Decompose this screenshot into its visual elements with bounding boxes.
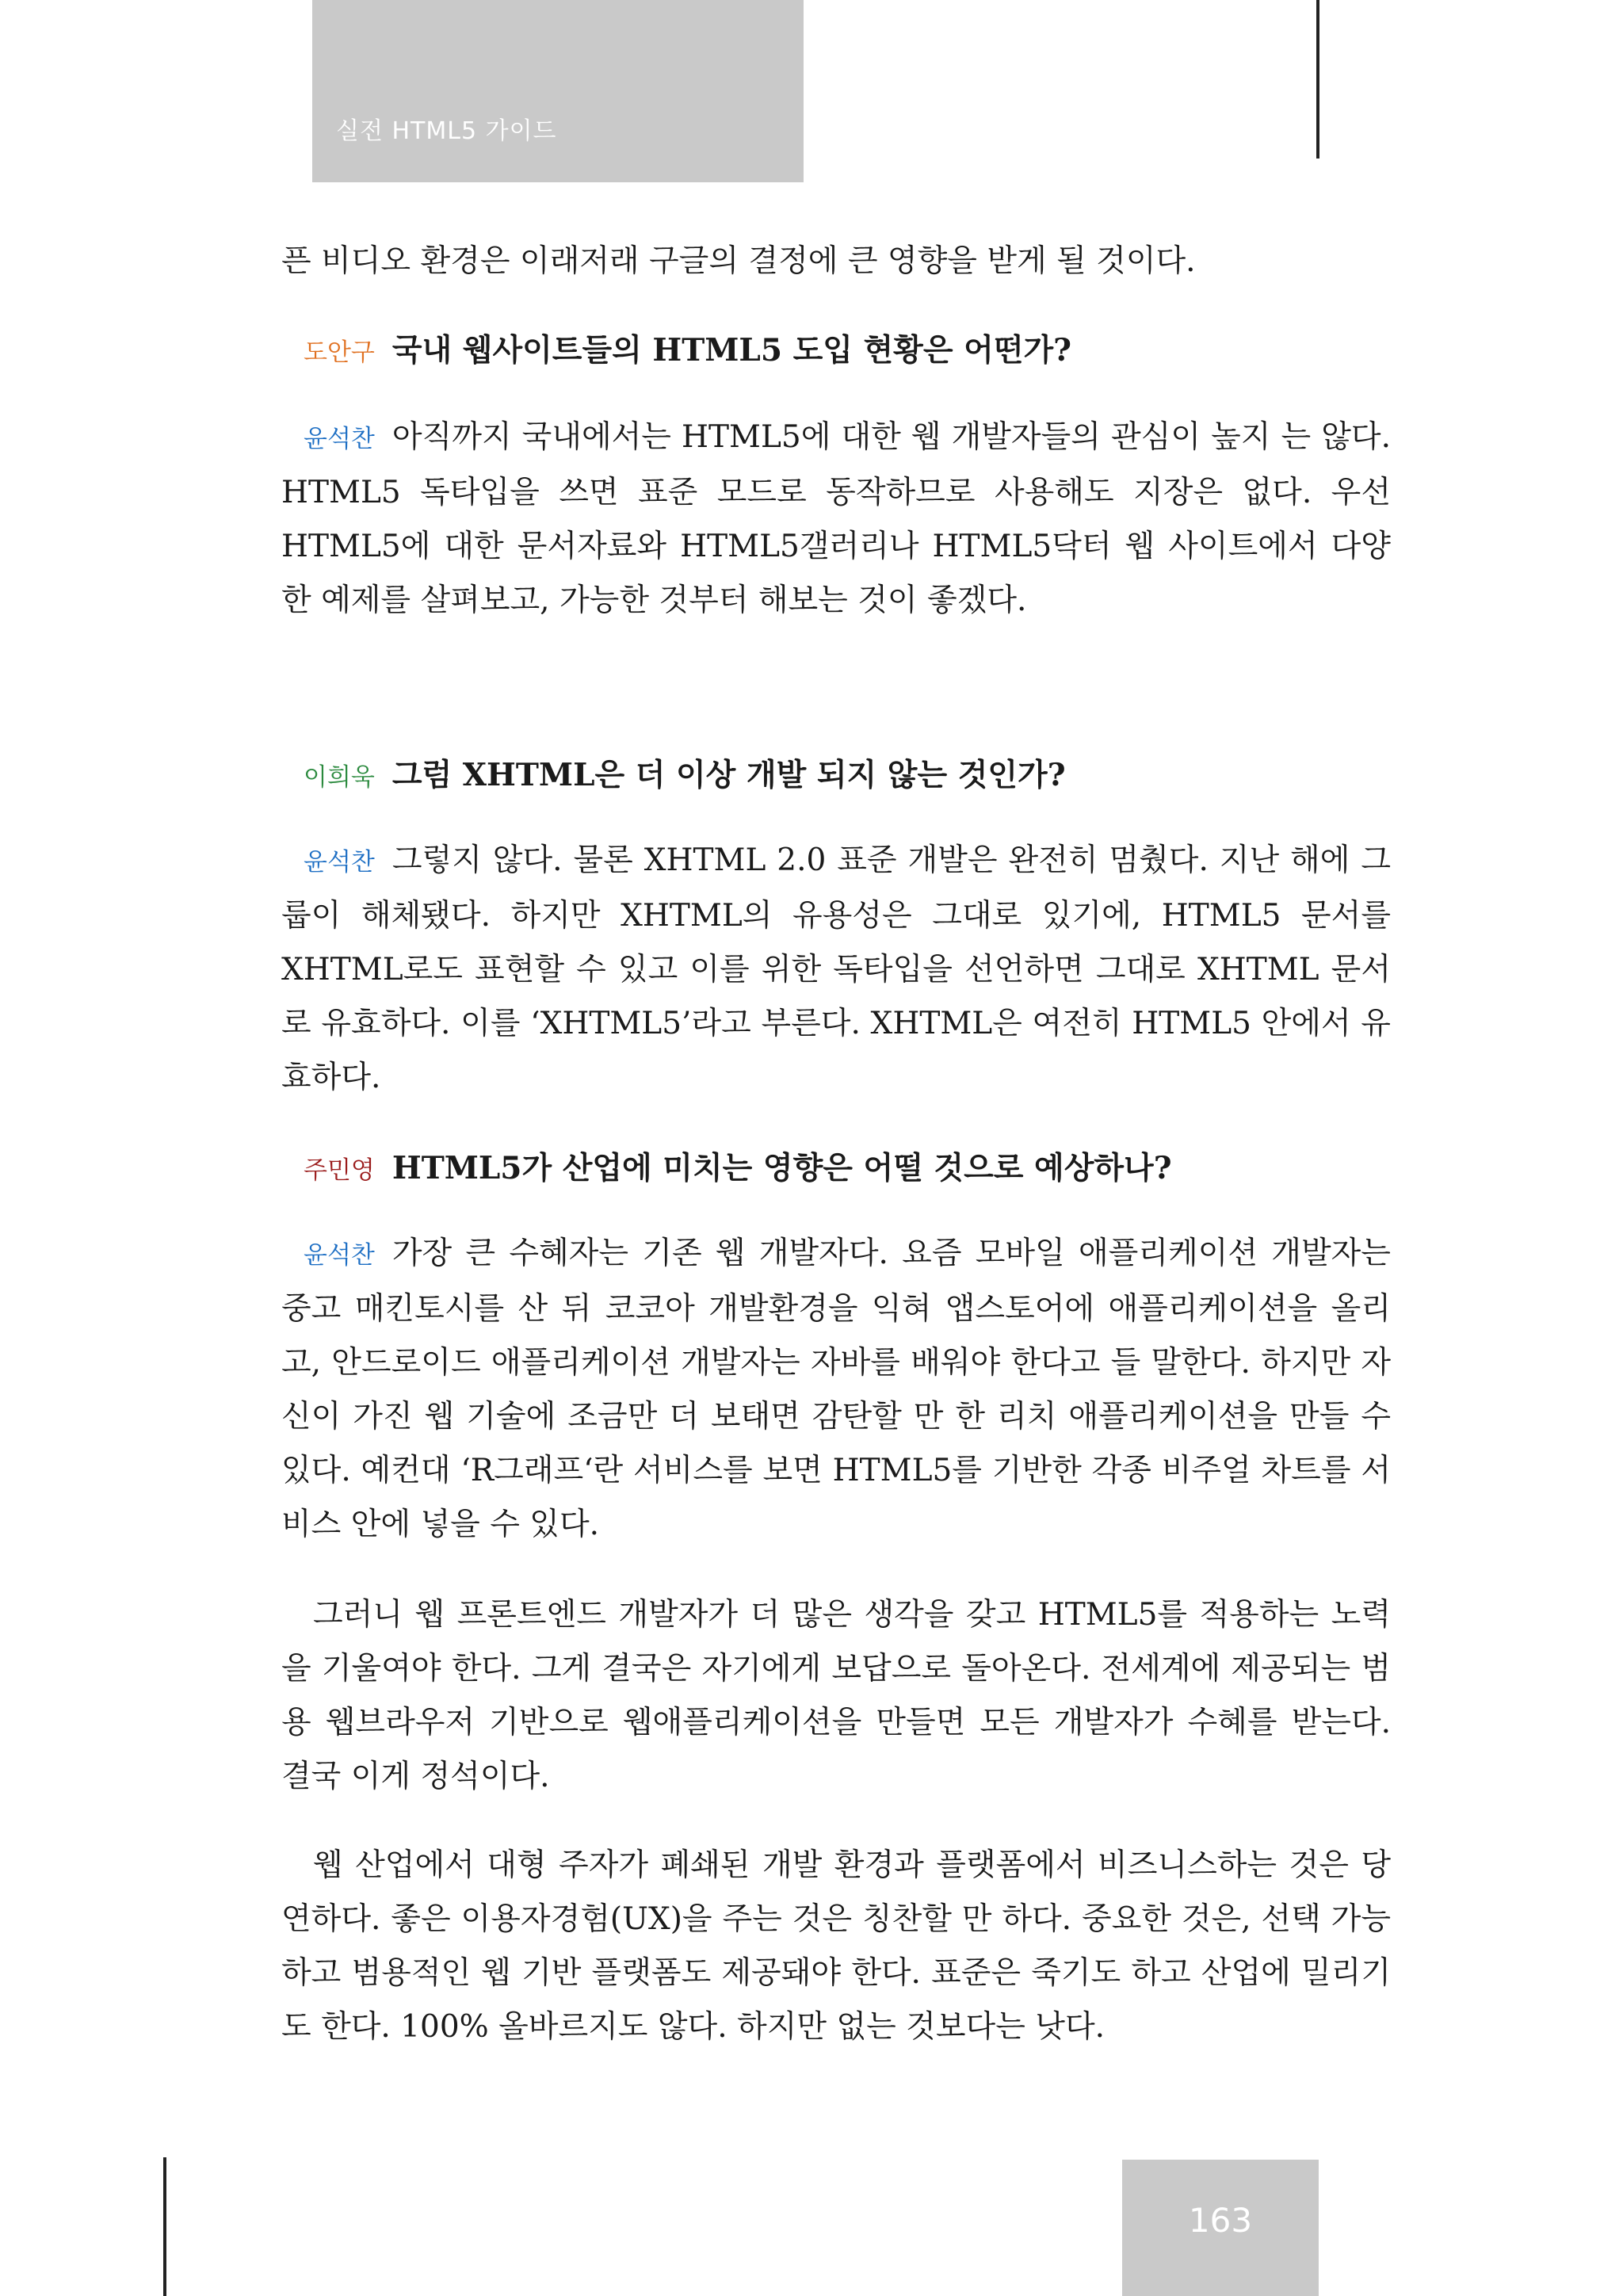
- answer-1: [281, 411, 1391, 628]
- paragraph: 그러니 웹 프론트엔드 개발자가 더 많은 생각을 갖고 HTML5를 적용하는 노력을 기울여야 한다. 그게 결국은 자기에게 보답으로 돌아온다. 전세계에 제공되는 범용 웹브라우저 기반으로 웹애플리케이션을 만들면 모든 개발자가 수혜를 받는다. 결국 이게 정석이다.: [281, 1597, 1391, 1794]
- question-2: [304, 748, 1389, 804]
- speaker-label: 윤석찬: [304, 1241, 375, 1270]
- speaker-label: 도안구: [304, 338, 375, 367]
- paragraph: 웹 산업에서 대형 주자가 폐쇄된 개발 환경과 플랫폼에서 비즈니스하는 것은 당연하다. 좋은 이용자경험(UX)을 주는 것은 칭찬할 만 하다. 중요한 것은, 선택 가능하고 범용적인 웹 기반 플랫폼도 제공돼야 한다. 표준은 죽기도 하고 산업에 밀리기도 한다. 100% 올바르지도 않다. 하지만 없는 것보다는 낫다.: [281, 1847, 1391, 2045]
- question-text: 국내 웹사이트들의 HTML5 도입 현황은 어떤가?: [391, 332, 1071, 369]
- question-3: [304, 1141, 1389, 1198]
- page-number-tab: [1122, 2160, 1319, 2296]
- question-1: [304, 323, 1389, 380]
- top-margin-rule: [1316, 0, 1319, 159]
- answer-3: [281, 1227, 1391, 1552]
- answer-text: 그렇지 않다. 물론 XHTML 2.0 표준 개발은 완전히 멈췄다. 지난 해에 그룹이 해체됐다. 하지만 XHTML의 유용성은 그대로 있기에, HTML5 문서를 XHTML로도 표현할 수 있고 이를 위한 독타입을 선언하면 그대로 XHTML 문서로 유효하다. 이를 ‘XHTML5’라고 부른다. XHTML은 여전히 HTML5 안에서 유효하다.: [281, 842, 1391, 1095]
- answer-text: 가장 큰 수혜자는 기존 웹 개발자다. 요즘 모바일 애플리케이션 개발자는 중고 매킨토시를 산 뒤 코코아 개발환경을 익혀 앱스토어에 애플리케이션을 올리고, 안드로이드 애플리케이션 개발자는 자바를 배워야 한다고 들 말한다. 하지만 자신이 가진 웹 기술에 조금만 더 보태면 감탄할 만 한 리치 애플리케이션을 만들 수 있다. 예컨대 ‘R그래프‘란 서비스를 보면 HTML5를 기반한 각종 비주얼 차트를 서비스 안에 넣을 수 있다.: [281, 1236, 1391, 1542]
- bottom-margin-rule: [163, 2157, 166, 2296]
- running-header-title: 실전 HTML5 가이드: [336, 117, 557, 145]
- question-text: HTML5가 산업에 미치는 영향은 어떨 것으로 예상하나?: [391, 1150, 1172, 1186]
- running-header-tab: [312, 0, 804, 182]
- speaker-label: 주민영: [304, 1156, 375, 1185]
- answer-text: 아직까지 국내에서는 HTML5에 대한 웹 개발자들의 관심이 높지 는 않다. HTML5 독타입을 쓰면 표준 모드로 동작하므로 사용해도 지장은 없다. 우선 HTML5에 대한 문서자료와 HTML5갤러리나 HTML5닥터 웹 사이트에서 다양한 예제를 살펴보고, 가능한 것부터 해보는 것이 좋겠다.: [281, 419, 1391, 618]
- page-number: 163: [1188, 2201, 1253, 2240]
- answer-2: [281, 834, 1391, 1105]
- speaker-label: 윤석찬: [304, 425, 375, 453]
- speaker-label: 이희욱: [304, 763, 375, 792]
- paragraph-continued: 픈 비디오 환경은 이래저래 구글의 결정에 큰 영향을 받게 될 것이다.: [281, 243, 1196, 279]
- question-text: 그럼 XHTML은 더 이상 개발 되지 않는 것인가?: [391, 757, 1066, 793]
- speaker-label: 윤석찬: [304, 848, 375, 877]
